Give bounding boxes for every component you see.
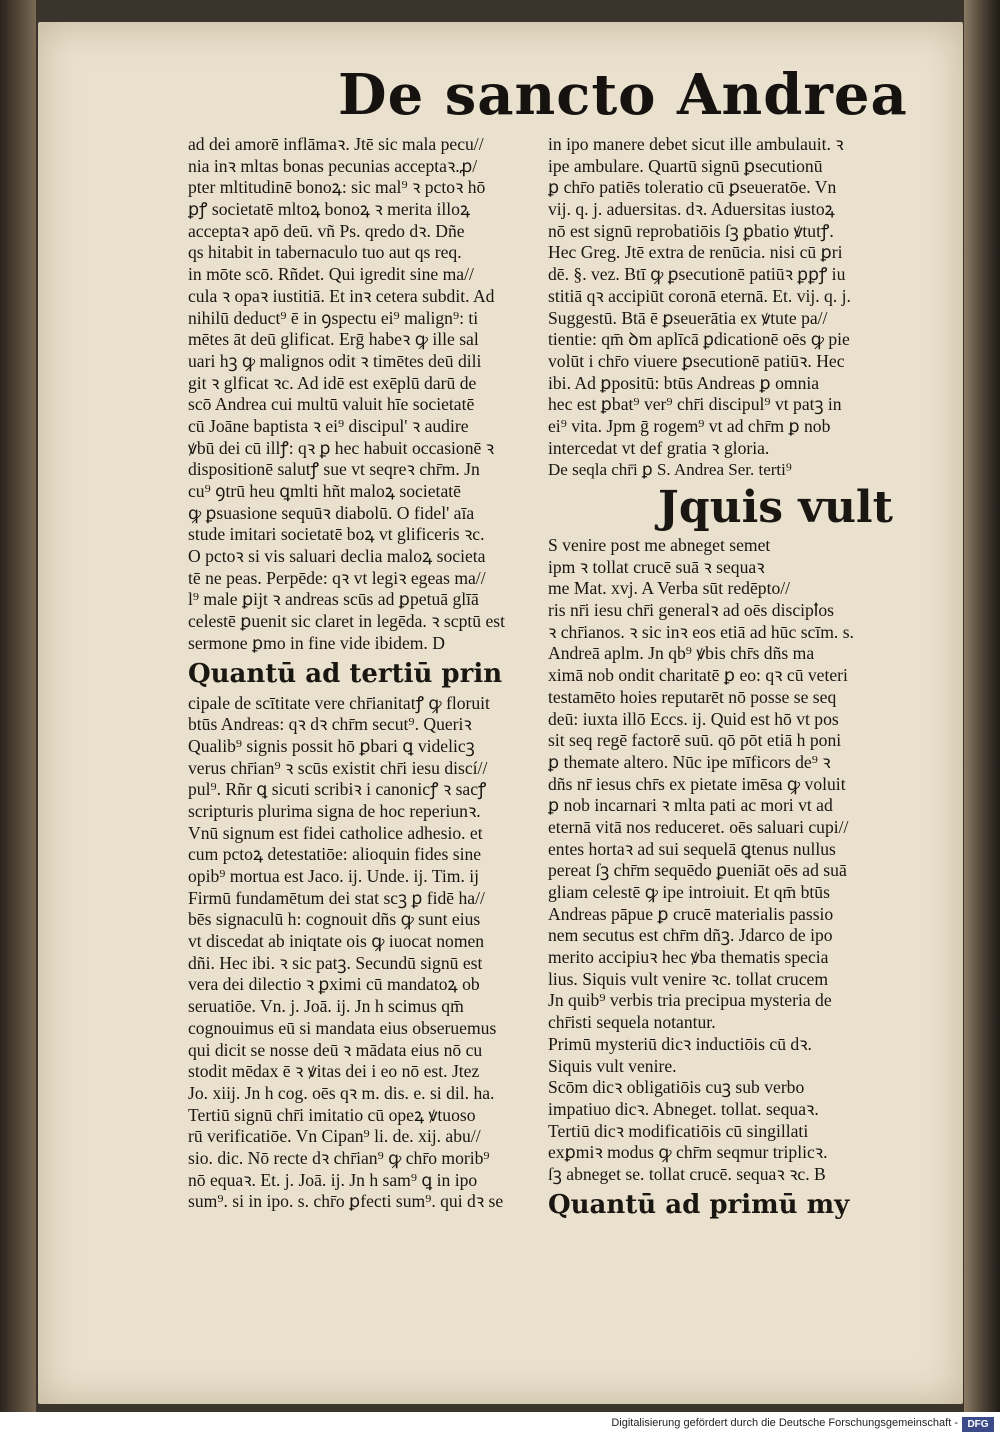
left-column-line: l⁹ male ꝑijt ꝛ andreas scūs ad ꝑpetuā glīā [188,589,479,610]
left-column-line: dispositionē salutꝭ sue vt seqreꝛ chr̄m. Jn [188,459,480,480]
right-column-line: in ipo manere debet sicut ille ambulauit. ꝛ [548,134,844,154]
left-column-line: Firmū fundamētum dei stat scꝫ ꝑ fidē ha// [188,887,485,908]
left-column-line: in mōte scō. Rñdet. Qui igredit sine ma// [188,264,474,285]
left-column-line: opib⁹ mortua est Jaco. ij. Unde. ij. Tim. ij [188,866,480,886]
left-column-line: nō equaꝛ. Et. j. Joā. ij. Jn h sam⁹ ꝗ in ipo [188,1169,478,1190]
left-column-line: cu⁹ ꝯtrū heu ꝗmlti hñt maloꝝ societatē [188,481,461,501]
right-column-line: ꝛ chr̄ianos. ꝛ sic inꝛ eos etiā ad hūc scīm. s. [548,621,854,642]
right-column-line: volūt i chr̄o viuere ꝑsecutionē patiūꝛ. Hec [548,350,845,371]
left-column-line: btūs Andreas: qꝛ dꝛ chr̄m secut⁹. Queriꝛ [188,714,472,735]
left-column-line: rū verificatiōe. Vn Cipan⁹ li. de. xij. abu// [188,1126,481,1147]
left-column-line: qui dicit se nosse deū ꝛ mādata eius nō cu [188,1039,483,1060]
binding-right-edge [964,0,1000,1412]
left-column-line: uari hꝫ ꝙ malignos odit ꝛ timētes deū dili [188,350,482,371]
right-column-line: merito accipiuꝛ hec ꝟba thematis specia [548,947,829,968]
right-column-line: Quantū ad primū my [548,1189,850,1220]
right-column-line: Andreā aplm. Jn qb⁹ ꝟbis chr̄s dñs ma [548,643,815,664]
left-column-line: Qualib⁹ signis possit hō ꝑbari ꝗ videlicꝫ [188,735,475,756]
page-heading: De sancto Andrea [338,62,908,128]
left-column-line: tē ne peas. Perpēde: qꝛ vt legiꝛ egeas ma// [188,567,486,588]
right-column-line: Tertiū dicꝛ modificatiōis cū singillati [548,1120,809,1141]
right-column-line: S venire post me abneget semet [548,535,771,555]
left-column-line: scripturis plurima signa de hoc reperiunꝛ. [188,800,481,821]
left-column-line: celestē ꝑuenit sic claret in legēda. ꝛ scptū est [188,611,506,632]
right-column-line: Andreas pāpue ꝑ crucē materialis passio [548,903,834,924]
dfg-logo: DFG [962,1417,994,1432]
right-column-line: entes hortaꝛ ad sui sequelā ꝗtenus nullus [548,838,836,859]
right-column-line: nō est signū reprobatiōis ſꝫ ꝑbatio ꝟtutꝭ. [548,220,834,241]
funding-credit: Digitalisierung gefördert durch die Deutsche Forschungsgemeinschaft - [611,1417,958,1429]
left-column-line: cognouimus eū si mandata eius obseruemus [188,1017,497,1038]
right-column-line: impatiuo dicꝛ. Abneget. tollat. sequaꝛ. [548,1098,819,1119]
left-column-line: dñi. Hec ibi. ꝛ sic patꝫ. Secundū signū est [188,952,483,973]
right-column-line: Jquis vult [658,482,893,533]
left-column-line: Vnū signum est fidei catholice adhesio. et [188,822,483,843]
left-column-line: verus chr̄ian⁹ ꝛ scūs existit chr̄i iesu discí// [188,757,488,778]
right-column-line: pereat ſꝫ chr̄m sequēdo ꝑueniāt oēs ad suā [548,860,847,881]
right-column-line: exꝑmiꝛ modus ꝙ chr̄m seqmur triplicꝛ. [548,1142,828,1163]
right-column-line: gliam celestē ꝙ ipe introiuit. Et qm̄ btūs [548,882,830,902]
left-column-line: cū Joāne baptista ꝛ ei⁹ discipul' ꝛ audire [188,415,469,436]
left-column-line: Jo. xiij. Jn h cog. oēs qꝛ m. dis. e. si dil. ha. [188,1082,495,1103]
left-column-line: ad dei amorē inflāmaꝛ. Jtē sic mala pecu// [188,134,484,154]
right-column-line: stitiā qꝛ accipiūt coronā eternā. Et. vij. q. j. [548,285,851,306]
right-column-line: Hec Greg. Jtē extra de renūcia. nisi cū ꝑri [548,242,843,263]
left-text-column [188,134,578,1213]
right-column-line: Primū mysteriū dicꝛ inductiōis cū dꝛ. [548,1033,812,1054]
left-column-line: bēs signaculū h: cognouit dñs ꝙ sunt eius [188,909,481,930]
left-column-line: ꝑꝭ societatē mltoꝝ bonoꝝ ꝛ merita illoꝝ [188,199,471,220]
right-column-line: ipe ambulare. Quartū signū ꝑsecutionū [548,155,823,176]
right-column-line: ipm ꝛ tollat crucē suā ꝛ sequaꝛ [548,556,765,577]
right-column-line: tientie: qm̄ ꝺm aplīcā ꝑdicationē oēs ꝙ pie [548,329,850,350]
right-column-line: Siquis vult venire. [548,1055,677,1076]
right-column-line: ris nr̄i iesu chr̄i generalꝛ ad oēs discipꝉos [548,600,834,621]
right-column-line: deū: iuxta illō Eccs. ij. Quid est hō vt pos [548,708,839,729]
left-column-line: sio. dic. Nō recte dꝛ chr̄ian⁹ ꝙ chr̄o morib⁹ [188,1147,490,1168]
left-column-line: Quantū ad tertiū prin [188,658,503,689]
right-column-line: nem secutus est chr̄m dñꝫ. Jdarco de ipo [548,925,833,946]
left-column-line: pul⁹. Rñr ꝗ sicuti scribiꝛ i canonicꝭ ꝛ sacꝭ [188,779,487,800]
right-column-line: Jn quib⁹ verbis tria precipua mysteria de [548,990,832,1011]
right-column-line: testamēto hoies reputarēt nō posse se seq [548,686,837,707]
book-page [38,22,963,1404]
left-column-line: nia inꝛ mltas bonas pecunias acceptaꝛ.ꝓ/ [188,155,478,176]
left-column-line: acceptaꝛ apō deū. vñ Ps. qredo dꝛ. Dñe [188,220,465,241]
right-column-line: ꝑ nob incarnari ꝛ mlta pati ac mori vt ad [548,795,833,816]
left-column-line: stodit mēdax ē ꝛ ꝟitas dei i eo nō est. Jtez [188,1061,480,1082]
left-column-line: git ꝛ glficat ꝛc. Ad idē est exēplū darū de [188,372,477,393]
left-column-line: cipale de scītitate vere chr̄ianitatꝭ ꝙ floruit [188,692,490,713]
right-column-line: Scōm dicꝛ obligatiōis cuꝫ sub verbo [548,1077,805,1098]
right-column-line: me Mat. xvj. A Verba sūt redēpto// [548,578,791,599]
left-column-line: sermone ꝑmo in fine vide ibidem. D [188,632,445,653]
right-column-line: vij. q. j. aduersitas. dꝛ. Aduersitas iustoꝝ [548,199,835,220]
right-column-line: ei⁹ vita. Jpm ḡ rogem⁹ vt ad chr̄m ꝑ nob [548,415,831,436]
right-column-line: ſꝫ abneget se. tollat crucē. sequaꝛ ꝛc. B [548,1163,826,1184]
right-column-line: ibi. Ad ꝑpositū: btūs Andreas ꝑ omnia [548,372,820,393]
right-column-line: intercedat vt def gratia ꝛ gloria. [548,437,770,458]
left-column-line: cula ꝛ opaꝛ iustitiā. Et inꝛ cetera subdit. Ad [188,285,495,306]
right-column-line: ꝑ themate altero. Nūc ipe mīficors de⁹ ꝛ [548,751,831,772]
right-column-line: Suggestū. Btā ē ꝑseuerātia ex ꝟtute pa// [548,307,828,328]
right-column-line: dē. §. vez. Btī ꝙ ꝑsecutionē patiūꝛ ꝑꝑꝭ iu [548,264,846,285]
left-column-line: stude imitari societatē boꝝ vt glificeris ꝛc. [188,524,485,545]
left-column-line: sum⁹. si in ipo. s. chr̄o ꝑfecti sum⁹. qui dꝛ se [188,1191,504,1212]
right-column-line: ximā nob ondit charitatē ꝑ eo: qꝛ cū veteri [548,665,848,686]
right-column-line: ꝑ chr̄o patiēs toleratio cū ꝑseueratōe. Vn [548,177,837,198]
left-column-line: vera dei dilectio ꝛ ꝑximi cū mandatoꝝ ob [188,974,480,995]
left-column-line: O pctoꝛ si vis saluari declia maloꝝ societa [188,546,486,567]
right-column-line: lius. Siquis vult venire ꝛc. tollat crucem [548,968,829,989]
left-column-line: scō Andrea cui multū valuit hīe societatē [188,394,475,415]
footer-bar [0,1412,1000,1438]
left-column-line: vt discedat ab iniqtate ois ꝙ iuocat nomen [188,931,485,952]
left-column-line: Tertiū signū chr̄i imitatio cū opeꝝ ꝟtuoso [188,1104,476,1125]
left-column-line: ꝟbū dei cū illꝭ: qꝛ ꝑ hec habuit occasionē ꝛ [188,437,495,458]
right-text-column [548,134,948,1224]
left-column-line: seruatiōe. Vn. j. Joā. ij. Jn h scimus qm̄ [188,996,464,1017]
right-column-line: De seqla chr̄i ꝑ S. Andrea Ser. terti⁹ [548,460,792,480]
right-column-line: sit seq regē factorē suū. qō pōt etiā h poni [548,730,842,751]
right-column-line: hec est ꝑbat⁹ ver⁹ chr̄i discipul⁹ vt patꝫ in [548,394,842,415]
left-column-line: pter mltitudinē bonoꝝ: sic mal⁹ ꝛ pctoꝛ hō [188,177,486,198]
left-column-line: qs hitabit in tabernaculo tuo aut qs req. [188,242,462,263]
left-column-line: mētes āt deū glificat. Erḡ habeꝛ ꝙ ille sal [188,329,479,350]
binding-left-edge [0,0,36,1412]
right-column-line: chr̄isti sequela notantur. [548,1012,716,1033]
left-column-line: cum pctoꝝ detestatiōe: alioquin fides sine [188,844,482,865]
left-column-line: nihilū deduct⁹ ē in ꝯspectu ei⁹ malign⁹: ti [188,307,479,328]
left-column-line: ꝙ ꝑsuasione sequūꝛ diabolū. O fidel' aīa [188,502,475,523]
right-column-line: eternā vitā nos reduceret. oēs saluari cupi// [548,816,849,837]
right-column-line: dñs nr̄ iesus chr̄s ex pietate imēsa ꝙ voluit [548,773,846,794]
